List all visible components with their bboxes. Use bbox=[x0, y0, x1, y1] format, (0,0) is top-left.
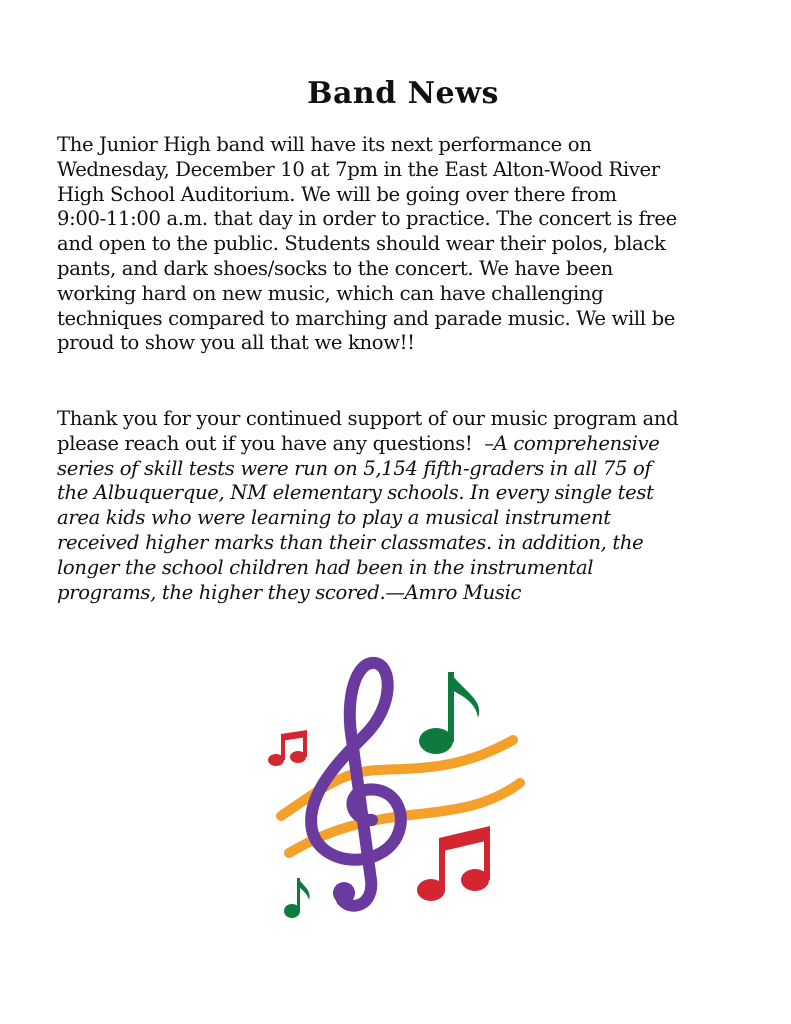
text-line: pants, and dark shoes/socks to the concert. We have been bbox=[57, 256, 613, 280]
quote-line: series of skill tests were run on 5,154 fifth-graders in all 75 of bbox=[57, 456, 652, 480]
small-red-notes-icon bbox=[268, 730, 307, 766]
text-line: Thank you for your continued support of our music program and bbox=[57, 407, 679, 430]
quote-line: the Albuquerque, NM elementary schools. In every single test bbox=[57, 481, 654, 505]
small-green-note-icon bbox=[284, 878, 310, 918]
page-title: Band News bbox=[307, 76, 499, 111]
large-red-notes-icon bbox=[417, 826, 490, 901]
quote-start: –A comprehensive bbox=[484, 431, 660, 455]
quote-line: area kids who were learning to play a musical instrument bbox=[57, 506, 611, 530]
quote-line: programs, the higher they scored.—Amro Music bbox=[57, 580, 522, 604]
quote-line: received higher marks than their classmates. in addition, the bbox=[57, 530, 644, 554]
text-line: 9:00-11:00 a.m. that day in order to practice. The concert is free bbox=[57, 207, 677, 231]
green-eighth-note-icon bbox=[419, 672, 479, 754]
text-line: Wednesday, December 10 at 7pm in the East Alton-Wood River bbox=[57, 157, 660, 181]
quote-line: longer the school children had been in the instrumental bbox=[57, 555, 594, 579]
text-plain: please reach out if you have any questions! bbox=[57, 431, 485, 455]
text-line: techniques compared to marching and parade music. We will be bbox=[57, 306, 676, 330]
text-line: The Junior High band will have its next performance on bbox=[57, 133, 592, 156]
text-line: and open to the public. Students should wear their polos, black bbox=[57, 232, 666, 256]
text-line: working hard on new music, which can have challenging bbox=[57, 281, 604, 305]
treble-clef-icon bbox=[311, 663, 401, 906]
text-line: proud to show you all that we know!! bbox=[57, 331, 415, 355]
text-line: High School Auditorium. We will be going over there from bbox=[57, 182, 617, 206]
